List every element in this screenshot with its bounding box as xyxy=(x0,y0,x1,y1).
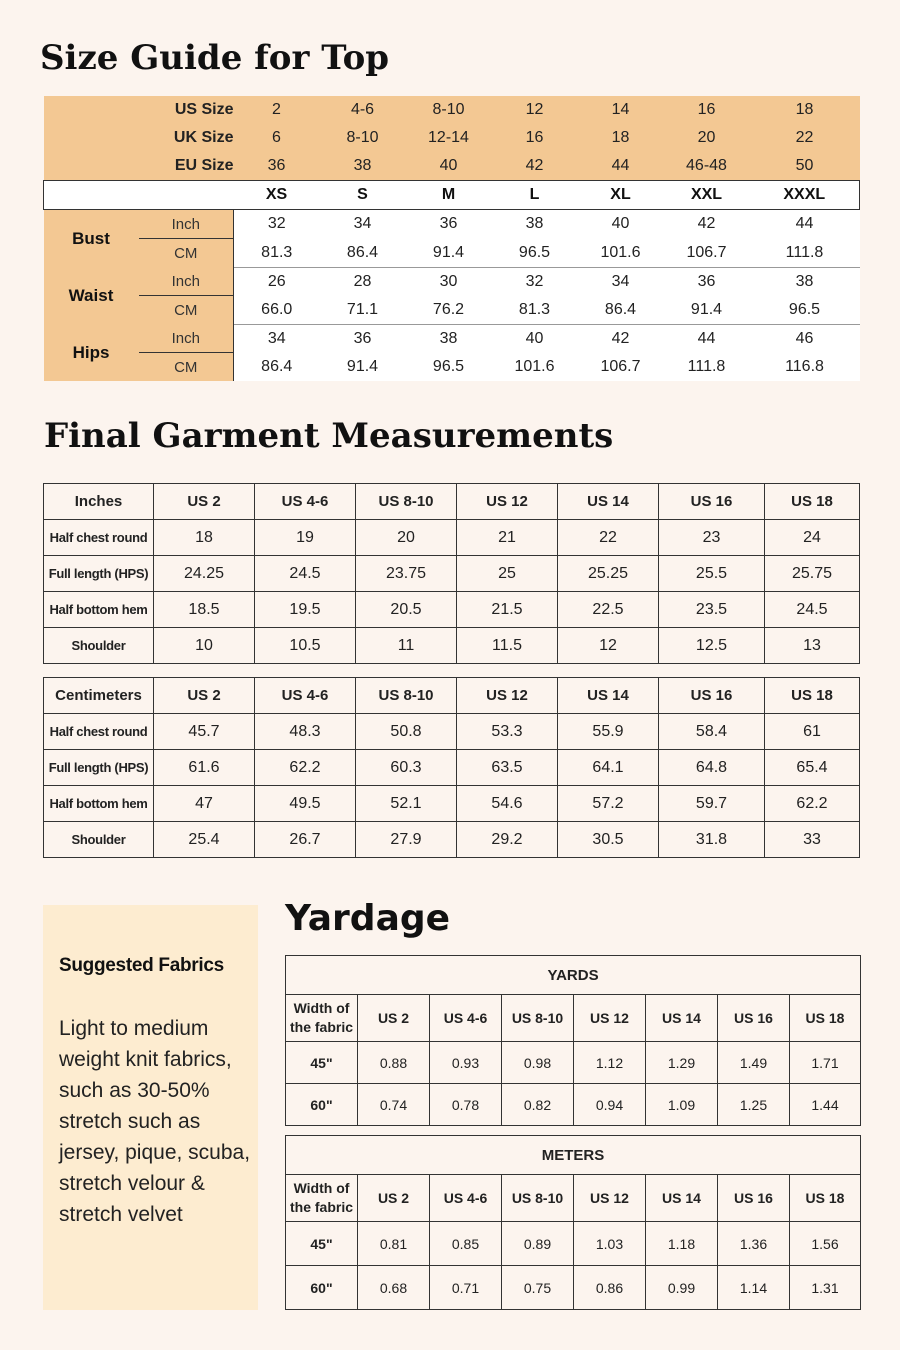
width-header: Width of the fabric xyxy=(286,1175,358,1222)
letter-size: XXXL xyxy=(750,181,860,210)
suggested-fabrics-text: Light to medium weight knit fabrics, such as 30-50% stretch such as jersey, pique, scuba, stretch velour & stretch velvet xyxy=(59,1017,251,1226)
letter-size: XXL xyxy=(664,181,750,210)
table-header-row xyxy=(44,678,860,714)
table-cell: 1.36 xyxy=(718,1222,790,1266)
fabric-width: 60" xyxy=(286,1266,358,1310)
table-cell: 63.5 xyxy=(457,750,558,786)
measurement-value: 28 xyxy=(320,267,406,296)
column-header: US 16 xyxy=(718,995,790,1042)
size-standard-label: US Size xyxy=(44,96,234,124)
measurement-value: 116.8 xyxy=(750,353,860,382)
table-cell: 23.5 xyxy=(659,592,765,628)
table-cell: 1.31 xyxy=(790,1266,861,1310)
measurement-value: 44 xyxy=(664,324,750,353)
table-cell: 1.44 xyxy=(790,1084,861,1126)
garment-inches-table xyxy=(43,483,860,664)
table-cell: 0.75 xyxy=(502,1266,574,1310)
measurement-value: 96.5 xyxy=(406,353,492,382)
table-cell: 0.71 xyxy=(430,1266,502,1310)
final-garment-title: Final Garment Measurements xyxy=(44,416,614,456)
size-value: 8-10 xyxy=(406,96,492,124)
table-cell: 31.8 xyxy=(659,822,765,858)
letter-size: L xyxy=(492,181,578,210)
table-cell: 27.9 xyxy=(356,822,457,858)
table-cell: 21 xyxy=(457,520,558,556)
size-guide-table xyxy=(43,96,860,381)
measurement-value: 96.5 xyxy=(750,296,860,325)
table-cell: 11.5 xyxy=(457,628,558,664)
column-header: US 8-10 xyxy=(502,995,574,1042)
measurement-value: 111.8 xyxy=(664,353,750,382)
column-header: US 8-10 xyxy=(356,678,457,714)
table-cell: 1.56 xyxy=(790,1222,861,1266)
measurement-value: 101.6 xyxy=(492,353,578,382)
size-standard-row xyxy=(44,152,860,181)
table-cell: 0.78 xyxy=(430,1084,502,1126)
yardage-caption: YARDS xyxy=(286,956,861,995)
table-cell: 0.81 xyxy=(358,1222,430,1266)
width-header: Width of the fabric xyxy=(286,995,358,1042)
table-cell: 1.18 xyxy=(646,1222,718,1266)
table-cell: 45.7 xyxy=(154,714,255,750)
column-header: US 8-10 xyxy=(502,1175,574,1222)
column-header: US 2 xyxy=(358,995,430,1042)
letter-size: XS xyxy=(234,181,320,210)
column-header: US 14 xyxy=(558,678,659,714)
measurement-value: 40 xyxy=(578,210,664,239)
column-header: US 16 xyxy=(718,1175,790,1222)
measurement-cm-row xyxy=(44,296,860,325)
unit-header: Inches xyxy=(44,484,154,520)
table-cell: 22.5 xyxy=(558,592,659,628)
table-cell: 48.3 xyxy=(255,714,356,750)
table-cell: 47 xyxy=(154,786,255,822)
size-value: 14 xyxy=(578,96,664,124)
table-cell: 50.8 xyxy=(356,714,457,750)
measurement-value: 44 xyxy=(750,210,860,239)
column-header: US 14 xyxy=(646,1175,718,1222)
table-cell: 60.3 xyxy=(356,750,457,786)
row-label: Half chest round xyxy=(44,520,154,556)
table-cell: 64.1 xyxy=(558,750,659,786)
table-cell: 12.5 xyxy=(659,628,765,664)
measurement-cm-row xyxy=(44,239,860,268)
column-header: US 16 xyxy=(659,678,765,714)
measurement-value: 46 xyxy=(750,324,860,353)
table-cell: 59.7 xyxy=(659,786,765,822)
table-cell: 49.5 xyxy=(255,786,356,822)
table-cell: 53.3 xyxy=(457,714,558,750)
table-cell: 1.14 xyxy=(718,1266,790,1310)
size-value: 50 xyxy=(750,152,860,181)
column-header: US 12 xyxy=(457,484,558,520)
column-header: US 8-10 xyxy=(356,484,457,520)
unit-label: Inch xyxy=(139,210,234,239)
column-header: US 14 xyxy=(646,995,718,1042)
measurement-value: 34 xyxy=(320,210,406,239)
table-cell: 61.6 xyxy=(154,750,255,786)
letter-size: XL xyxy=(578,181,664,210)
table-cell: 24.5 xyxy=(255,556,356,592)
column-header: US 18 xyxy=(765,484,860,520)
table-cell: 33 xyxy=(765,822,860,858)
column-header: US 4-6 xyxy=(255,484,356,520)
table-cell: 11 xyxy=(356,628,457,664)
table-cell: 0.88 xyxy=(358,1042,430,1084)
table-cell: 18 xyxy=(154,520,255,556)
measurement-value: 66.0 xyxy=(234,296,320,325)
measurement-value: 96.5 xyxy=(492,239,578,268)
table-cell: 10 xyxy=(154,628,255,664)
measurement-value: 101.6 xyxy=(578,239,664,268)
table-cell: 1.09 xyxy=(646,1084,718,1126)
table-cell: 65.4 xyxy=(765,750,860,786)
table-cell: 25 xyxy=(457,556,558,592)
yardage-caption-row xyxy=(286,956,861,995)
measurement-value: 86.4 xyxy=(578,296,664,325)
column-header: US 2 xyxy=(154,678,255,714)
table-header-row xyxy=(286,995,861,1042)
table-cell: 0.99 xyxy=(646,1266,718,1310)
measurement-value: 91.4 xyxy=(664,296,750,325)
table-row xyxy=(44,714,860,750)
table-cell: 25.25 xyxy=(558,556,659,592)
table-cell: 1.71 xyxy=(790,1042,861,1084)
table-cell: 23.75 xyxy=(356,556,457,592)
letter-size: S xyxy=(320,181,406,210)
size-value: 18 xyxy=(750,96,860,124)
measurement-value: 76.2 xyxy=(406,296,492,325)
table-cell: 1.25 xyxy=(718,1084,790,1126)
size-standard-row xyxy=(44,124,860,152)
column-header: US 14 xyxy=(558,484,659,520)
size-value: 12 xyxy=(492,96,578,124)
measurement-value: 32 xyxy=(234,210,320,239)
table-row xyxy=(44,592,860,628)
table-cell: 0.82 xyxy=(502,1084,574,1126)
measurement-value: 36 xyxy=(320,324,406,353)
size-value: 2 xyxy=(234,96,320,124)
measurement-value: 91.4 xyxy=(406,239,492,268)
table-cell: 30.5 xyxy=(558,822,659,858)
row-label: Full length (HPS) xyxy=(44,556,154,592)
size-standard-row xyxy=(44,96,860,124)
measurement-value: 32 xyxy=(492,267,578,296)
table-cell: 0.74 xyxy=(358,1084,430,1126)
column-header: US 18 xyxy=(790,995,861,1042)
size-value: 4-6 xyxy=(320,96,406,124)
row-label: Full length (HPS) xyxy=(44,750,154,786)
column-header: US 2 xyxy=(154,484,255,520)
unit-label: CM xyxy=(139,239,234,268)
size-value: 40 xyxy=(406,152,492,181)
table-cell: 64.8 xyxy=(659,750,765,786)
suggested-fabrics-panel xyxy=(43,905,258,1310)
row-label: Shoulder xyxy=(44,628,154,664)
table-cell: 0.93 xyxy=(430,1042,502,1084)
size-standard-label: UK Size xyxy=(44,124,234,152)
measurement-value: 106.7 xyxy=(664,239,750,268)
table-row xyxy=(286,1266,861,1310)
row-label: Half chest round xyxy=(44,714,154,750)
row-label: Half bottom hem xyxy=(44,786,154,822)
measurement-value: 30 xyxy=(406,267,492,296)
column-header: US 12 xyxy=(574,995,646,1042)
suggested-fabrics-title: Suggested Fabrics xyxy=(59,955,224,976)
table-header-row xyxy=(286,1175,861,1222)
size-value: 8-10 xyxy=(320,124,406,152)
measurement-value: 106.7 xyxy=(578,353,664,382)
table-cell: 18.5 xyxy=(154,592,255,628)
yardage-yards-table xyxy=(285,955,861,1126)
letter-size-row xyxy=(44,181,860,210)
column-header: US 18 xyxy=(765,678,860,714)
size-value: 6 xyxy=(234,124,320,152)
table-cell: 1.29 xyxy=(646,1042,718,1084)
size-value: 36 xyxy=(234,152,320,181)
table-cell: 22 xyxy=(558,520,659,556)
table-cell: 54.6 xyxy=(457,786,558,822)
size-value: 12-14 xyxy=(406,124,492,152)
size-value: 22 xyxy=(750,124,860,152)
table-cell: 12 xyxy=(558,628,659,664)
column-header: US 12 xyxy=(574,1175,646,1222)
yardage-caption: METERS xyxy=(286,1136,861,1175)
table-cell: 0.86 xyxy=(574,1266,646,1310)
letter-size-blank xyxy=(44,181,234,210)
yardage-caption-row xyxy=(286,1136,861,1175)
size-value: 44 xyxy=(578,152,664,181)
table-cell: 62.2 xyxy=(765,786,860,822)
table-row xyxy=(44,750,860,786)
table-cell: 29.2 xyxy=(457,822,558,858)
measurement-value: 86.4 xyxy=(320,239,406,268)
column-header: US 4-6 xyxy=(255,678,356,714)
unit-label: CM xyxy=(139,296,234,325)
table-cell: 52.1 xyxy=(356,786,457,822)
measurement-value: 42 xyxy=(578,324,664,353)
table-cell: 13 xyxy=(765,628,860,664)
measurement-name: Bust xyxy=(44,210,139,268)
column-header: US 4-6 xyxy=(430,1175,502,1222)
size-value: 16 xyxy=(664,96,750,124)
table-cell: 0.68 xyxy=(358,1266,430,1310)
measurement-value: 86.4 xyxy=(234,353,320,382)
measurement-value: 26 xyxy=(234,267,320,296)
size-standard-label: EU Size xyxy=(44,152,234,181)
size-value: 46-48 xyxy=(664,152,750,181)
unit-label: Inch xyxy=(139,267,234,296)
table-cell: 20 xyxy=(356,520,457,556)
yardage-title: Yardage xyxy=(285,898,451,939)
table-row xyxy=(286,1222,861,1266)
table-cell: 57.2 xyxy=(558,786,659,822)
measurement-value: 81.3 xyxy=(492,296,578,325)
table-cell: 24.5 xyxy=(765,592,860,628)
table-row xyxy=(44,628,860,664)
table-cell: 0.89 xyxy=(502,1222,574,1266)
fabric-width: 60" xyxy=(286,1084,358,1126)
measurement-value: 34 xyxy=(578,267,664,296)
unit-label: CM xyxy=(139,353,234,382)
fabric-width: 45" xyxy=(286,1042,358,1084)
measurement-value: 42 xyxy=(664,210,750,239)
unit-header: Centimeters xyxy=(44,678,154,714)
table-cell: 1.03 xyxy=(574,1222,646,1266)
table-cell: 62.2 xyxy=(255,750,356,786)
unit-label: Inch xyxy=(139,324,234,353)
table-row xyxy=(44,822,860,858)
column-header: US 12 xyxy=(457,678,558,714)
yardage-meters-table xyxy=(285,1135,861,1310)
table-cell: 1.12 xyxy=(574,1042,646,1084)
measurement-value: 111.8 xyxy=(750,239,860,268)
letter-size: M xyxy=(406,181,492,210)
table-row xyxy=(44,786,860,822)
table-cell: 25.4 xyxy=(154,822,255,858)
measurement-value: 34 xyxy=(234,324,320,353)
table-cell: 25.75 xyxy=(765,556,860,592)
size-value: 38 xyxy=(320,152,406,181)
table-cell: 55.9 xyxy=(558,714,659,750)
row-label: Shoulder xyxy=(44,822,154,858)
measurement-value: 71.1 xyxy=(320,296,406,325)
table-cell: 20.5 xyxy=(356,592,457,628)
row-label: Half bottom hem xyxy=(44,592,154,628)
measurement-name: Waist xyxy=(44,267,139,324)
table-row xyxy=(286,1084,861,1126)
measurement-inch-row xyxy=(44,324,860,353)
table-cell: 23 xyxy=(659,520,765,556)
column-header: US 18 xyxy=(790,1175,861,1222)
size-value: 16 xyxy=(492,124,578,152)
measurement-value: 36 xyxy=(664,267,750,296)
measurement-inch-row xyxy=(44,267,860,296)
fabric-width: 45" xyxy=(286,1222,358,1266)
table-cell: 0.85 xyxy=(430,1222,502,1266)
column-header: US 2 xyxy=(358,1175,430,1222)
table-cell: 0.94 xyxy=(574,1084,646,1126)
measurement-value: 81.3 xyxy=(234,239,320,268)
table-row xyxy=(44,556,860,592)
size-value: 42 xyxy=(492,152,578,181)
size-value: 20 xyxy=(664,124,750,152)
table-cell: 58.4 xyxy=(659,714,765,750)
measurement-name: Hips xyxy=(44,324,139,381)
measurement-cm-row xyxy=(44,353,860,382)
table-header-row xyxy=(44,484,860,520)
table-cell: 24.25 xyxy=(154,556,255,592)
measurement-value: 36 xyxy=(406,210,492,239)
column-header: US 16 xyxy=(659,484,765,520)
table-cell: 24 xyxy=(765,520,860,556)
measurement-inch-row xyxy=(44,210,860,239)
measurement-value: 38 xyxy=(492,210,578,239)
table-cell: 61 xyxy=(765,714,860,750)
measurement-value: 40 xyxy=(492,324,578,353)
table-cell: 0.98 xyxy=(502,1042,574,1084)
size-guide-title: Size Guide for Top xyxy=(40,38,390,78)
table-cell: 10.5 xyxy=(255,628,356,664)
table-cell: 25.5 xyxy=(659,556,765,592)
table-row xyxy=(44,520,860,556)
table-cell: 19.5 xyxy=(255,592,356,628)
table-cell: 19 xyxy=(255,520,356,556)
table-cell: 21.5 xyxy=(457,592,558,628)
measurement-value: 38 xyxy=(750,267,860,296)
size-value: 18 xyxy=(578,124,664,152)
measurement-value: 91.4 xyxy=(320,353,406,382)
garment-centimeters-table xyxy=(43,677,860,858)
table-row xyxy=(286,1042,861,1084)
column-header: US 4-6 xyxy=(430,995,502,1042)
table-cell: 26.7 xyxy=(255,822,356,858)
table-cell: 1.49 xyxy=(718,1042,790,1084)
measurement-value: 38 xyxy=(406,324,492,353)
